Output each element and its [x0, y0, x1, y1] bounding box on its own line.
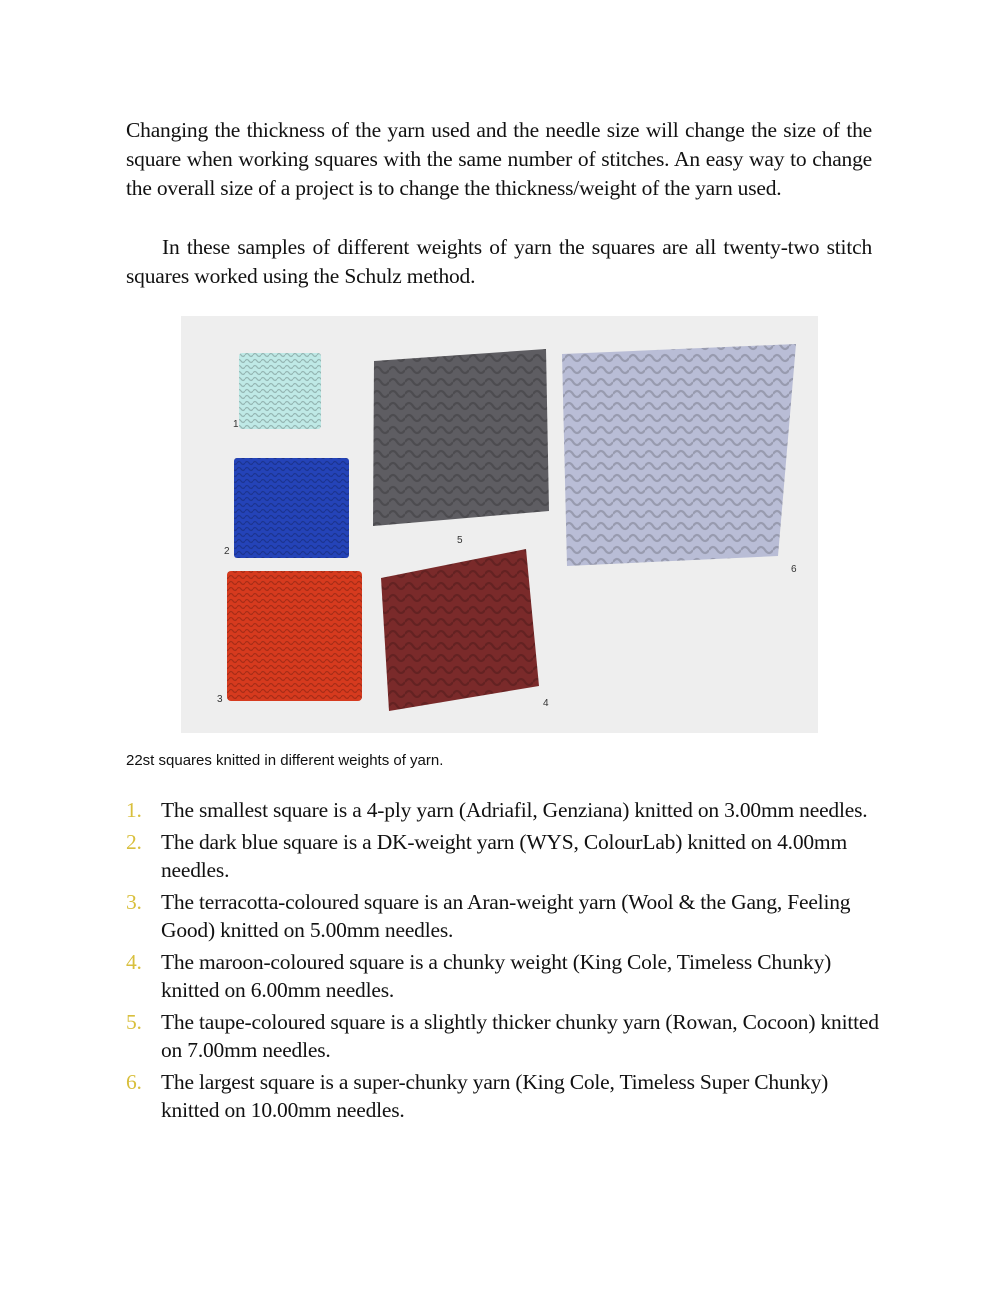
list-item [126, 888, 886, 944]
list-item [126, 796, 886, 824]
square-3 [227, 571, 362, 701]
photo-label-5: 5 [457, 535, 463, 546]
list-number: 6. [126, 1070, 142, 1094]
list-item [126, 948, 886, 1004]
list-number: 4. [126, 950, 142, 974]
square-4 [381, 549, 539, 711]
intro-paragraph: Changing the thickness of the yarn used and the needle size will change the size of the square when working squares with the same number of stitches. An easy way to change the overall size of a project is to change the thickness/weight of the yarn used. [126, 118, 872, 200]
square-1 [239, 353, 321, 429]
photo-label-3: 3 [217, 694, 223, 705]
list-number: 2. [126, 830, 142, 854]
square-5 [373, 349, 549, 526]
photo-label-1: 1 [233, 419, 239, 430]
list-text: The taupe-coloured square is a slightly thicker chunky yarn (Rowan, Cocoon) knitted on 7.00mm needles. [161, 1010, 879, 1062]
square-2 [234, 458, 349, 558]
list-text: The maroon-coloured square is a chunky weight (King Cole, Timeless Chunky) knitted on 6.00mm needles. [161, 950, 832, 1002]
list-text: The largest square is a super-chunky yarn (King Cole, Timeless Super Chunky) knitted on 10.00mm needles. [161, 1070, 829, 1122]
samples-paragraph: In these samples of different weights of yarn the squares are all twenty-two stitch squares worked using the Schulz method. [126, 235, 872, 288]
list-item [126, 1008, 886, 1064]
list-item [126, 828, 886, 884]
photo-caption: 22st squares knitted in different weights of yarn. [126, 752, 444, 769]
list-text: The dark blue square is a DK-weight yarn (WYS, ColourLab) knitted on 4.00mm needles. [161, 830, 847, 882]
list-number: 3. [126, 890, 142, 914]
square-6 [562, 344, 796, 566]
yarn-list [126, 796, 886, 1128]
list-number: 5. [126, 1010, 142, 1034]
list-text: The terracotta-coloured square is an Aran-weight yarn (Wool & the Gang, Feeling Good) knitted on 5.00mm needles. [161, 890, 851, 942]
list-item [126, 1068, 886, 1124]
list-number: 1. [126, 798, 142, 822]
photo-label-2: 2 [224, 546, 230, 557]
list-text: The smallest square is a 4-ply yarn (Adriafil, Genziana) knitted on 3.00mm needles. [161, 798, 868, 822]
photo-label-4: 4 [543, 698, 549, 709]
yarn-squares-photo [181, 316, 818, 733]
photo-label-6: 6 [791, 564, 797, 575]
